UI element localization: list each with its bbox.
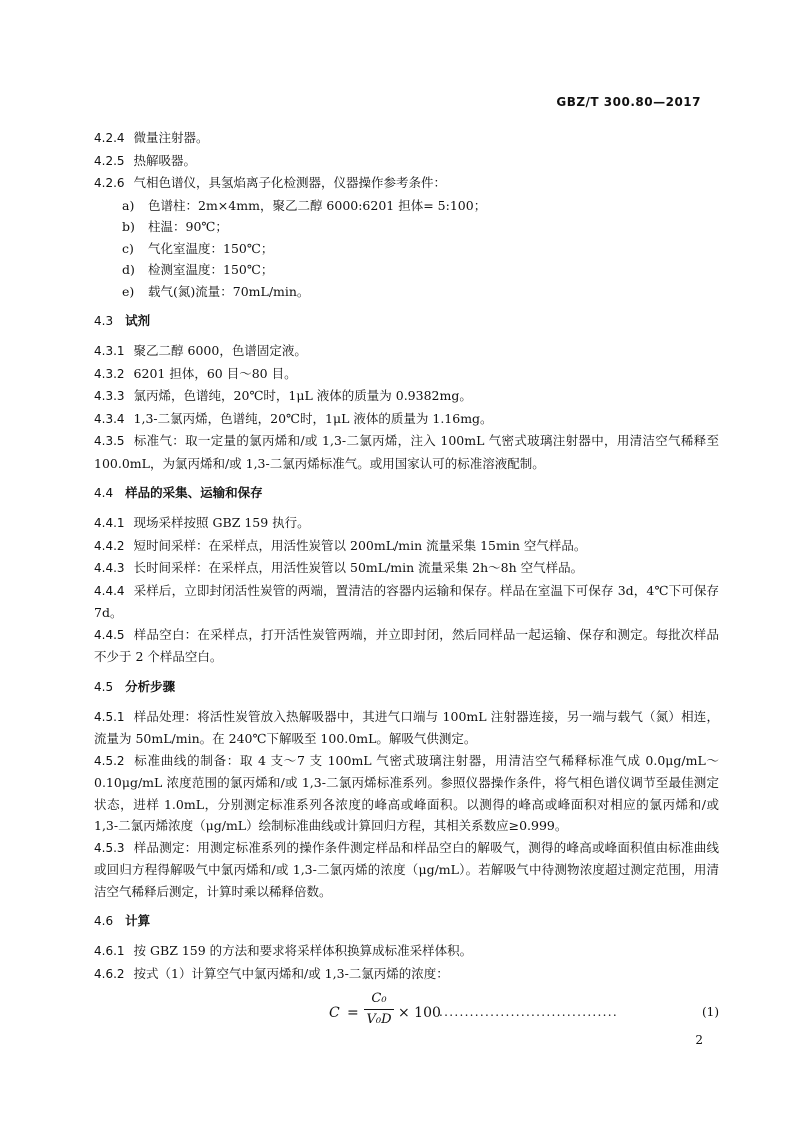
condition-text: 色谱柱：2m×4mm，聚乙二醇 6000:6201 担体= 5:100； — [148, 197, 487, 213]
condition-b — [94, 216, 719, 238]
condition-a — [94, 195, 719, 217]
item-4-4-1 — [94, 512, 719, 535]
section-title: 样品的采集、运输和保存 — [125, 485, 263, 500]
section-title: 计算 — [125, 913, 151, 928]
item-number: 4.2.6 — [94, 176, 125, 190]
item-4-3-3 — [94, 385, 719, 408]
item-text: 聚乙二醇 6000，色谱固定液。 — [133, 343, 307, 358]
item-number: 4.3.1 — [94, 344, 125, 358]
item-4-5-2 — [94, 750, 719, 837]
item-number: 4.4.5 — [94, 627, 125, 642]
item-text: 1,3-二氯丙烯，色谱纯，20℃时，1μL 液体的质量为 1.16mg。 — [133, 410, 493, 426]
section-heading-4-3 — [94, 310, 719, 332]
item-4-2-6 — [94, 172, 719, 195]
formula-numerator: C₀ — [371, 991, 387, 1006]
section-heading-4-6 — [94, 910, 719, 932]
item-4-4-5 — [94, 624, 719, 668]
section-title: 试剂 — [125, 313, 151, 328]
item-text: 标准气：取一定量的氯丙烯和/或 1,3-二氯丙烯，注入 100mL 气密式玻璃注射器中，用清洁空气稀释至 100.0mL，为氯丙烯和/或 1,3-二氯丙烯标准气。或用国家认可的标准溶液配制。 — [94, 433, 719, 471]
formula-leader-dots: ................................... — [439, 1005, 619, 1019]
condition-text: 柱温：90℃； — [148, 219, 228, 234]
item-text: 氯丙烯，色谱纯，20℃时，1μL 液体的质量为 0.9382mg。 — [133, 388, 472, 403]
item-4-6-1 — [94, 940, 719, 963]
condition-label: e) — [122, 283, 135, 299]
item-number: 4.3.3 — [94, 389, 125, 403]
page-number: 2 — [695, 1033, 703, 1047]
item-4-4-4 — [94, 580, 719, 624]
item-4-5-1 — [94, 706, 719, 750]
item-number: 4.5.2 — [94, 753, 125, 768]
formula-number: (1) — [702, 1005, 719, 1019]
section-number: 4.4 — [94, 486, 114, 500]
condition-d — [94, 259, 719, 281]
condition-text: 载气(氮)流量：70mL/min。 — [148, 283, 310, 299]
item-number: 4.4.4 — [94, 583, 125, 598]
formula-denominator: V₀D — [366, 1012, 392, 1027]
section-number: 4.6 — [94, 914, 114, 928]
item-4-3-2 — [94, 363, 719, 386]
condition-label: c) — [122, 240, 134, 256]
section-number: 4.5 — [94, 679, 114, 694]
item-4-3-1 — [94, 340, 719, 363]
item-text: 标准曲线的制备：取 4 支～7 支 100mL 气密式玻璃注射器，用清洁空气稀释标准气成 0.0μg/mL～0.10μg/mL 浓度范围的氯丙烯和/或 1,3-二氯丙烯标准系列。参照仪器操作条件，将气相色谱仪调节至最佳测定状态，进样 1.0mL，分别测定标准系列各浓度的峰高或峰面积。以测得的峰高或峰面积对相应的氯丙烯和/或 1,3-二氯丙烯浓度（μg/mL）绘制标准曲线或计算回归方程，其相关系数应≥0.999。 — [94, 752, 719, 833]
condition-text: 检测室温度：150℃； — [148, 262, 274, 277]
item-text: 微量注射器。 — [133, 130, 209, 145]
condition-label: a) — [122, 197, 135, 213]
fraction-bar — [364, 1009, 394, 1010]
item-4-3-5 — [94, 430, 719, 474]
condition-label: b) — [122, 219, 135, 234]
section-heading-4-5 — [94, 676, 719, 698]
item-number: 4.5.3 — [94, 840, 125, 855]
item-number: 4.2.4 — [94, 131, 125, 145]
item-number: 4.6.2 — [94, 966, 125, 981]
item-4-5-3 — [94, 837, 719, 903]
item-text: 样品处理：将活性炭管放入热解吸器中，其进气口端与 100mL 注射器连接，另一端与载气（氮）相连，流量为 50mL/min。在 240℃下解吸至 100.0mL。解吸气供测定。 — [94, 708, 719, 746]
item-4-2-5 — [94, 150, 719, 173]
item-number: 4.6.1 — [94, 944, 125, 958]
formula-lhs: C — [329, 1005, 340, 1021]
condition-c — [94, 238, 719, 260]
document-body — [94, 127, 719, 1037]
item-text: 样品测定：用测定标准系列的操作条件测定样品和样品空白的解吸气，测得的峰高或峰面积值由标准曲线或回归方程得解吸气中氯丙烯和/或 1,3-二氯丙烯的浓度（μg/mL）。若解吸气中待测物浓度超过测定范围，用清洁空气稀释后测定，计算时乘以稀释倍数。 — [94, 839, 719, 899]
item-number: 4.3.4 — [94, 411, 125, 426]
formula-fraction — [364, 991, 394, 1028]
item-text: 短时间采样：在采样点，用活性炭管以 200mL/min 流量采集 15min 空气样品。 — [133, 537, 587, 553]
formula-1 — [94, 991, 719, 1037]
condition-e — [94, 281, 719, 303]
item-text: 按式（1）计算空气中氯丙烯和/或 1,3-二氯丙烯的浓度： — [133, 965, 449, 981]
item-number: 4.2.5 — [94, 153, 125, 168]
section-number: 4.3 — [94, 314, 114, 328]
item-4-6-2 — [94, 963, 719, 986]
item-text: 气相色谱仪，具氢焰离子化检测器，仪器操作参考条件： — [133, 175, 447, 190]
condition-label: d) — [122, 262, 135, 277]
item-number: 4.4.3 — [94, 561, 125, 575]
item-text: 热解吸器。 — [133, 152, 197, 168]
item-number: 4.3.5 — [94, 434, 125, 448]
item-text: 6201 担体，60 目～80 目。 — [133, 365, 297, 381]
section-heading-4-4 — [94, 482, 719, 504]
item-number: 4.4.2 — [94, 538, 125, 553]
item-4-4-3 — [94, 557, 719, 580]
item-text: 按 GBZ 159 的方法和要求将采样体积换算成标准采样体积。 — [133, 943, 473, 958]
condition-text: 气化室温度：150℃； — [148, 240, 274, 256]
item-4-4-2 — [94, 535, 719, 558]
section-title: 分析步骤 — [125, 678, 176, 694]
item-text: 现场采样按照 GBZ 159 执行。 — [133, 515, 310, 530]
item-number: 4.5.1 — [94, 709, 125, 724]
item-text: 样品空白：在采样点，打开活性炭管两端，并立即封闭，然后同样品一起运输、保存和测定。每批次样品不少于 2 个样品空白。 — [94, 626, 719, 664]
item-text: 长时间采样：在采样点，用活性炭管以 50mL/min 流量采集 2h～8h 空气样品。 — [133, 560, 584, 575]
standard-code: GBZ/T 300.80—2017 — [556, 95, 701, 109]
item-number: 4.3.2 — [94, 366, 125, 381]
formula-multiplier: × 100 — [398, 1005, 441, 1021]
item-number: 4.4.1 — [94, 516, 125, 530]
item-4-3-4 — [94, 408, 719, 431]
item-text: 采样后，立即封闭活性炭管的两端，置清洁的容器内运输和保存。样品在室温下可保存 3d，4℃下可保存 7d。 — [94, 582, 719, 620]
item-4-2-4 — [94, 127, 719, 150]
formula-equals: = — [347, 1005, 359, 1021]
